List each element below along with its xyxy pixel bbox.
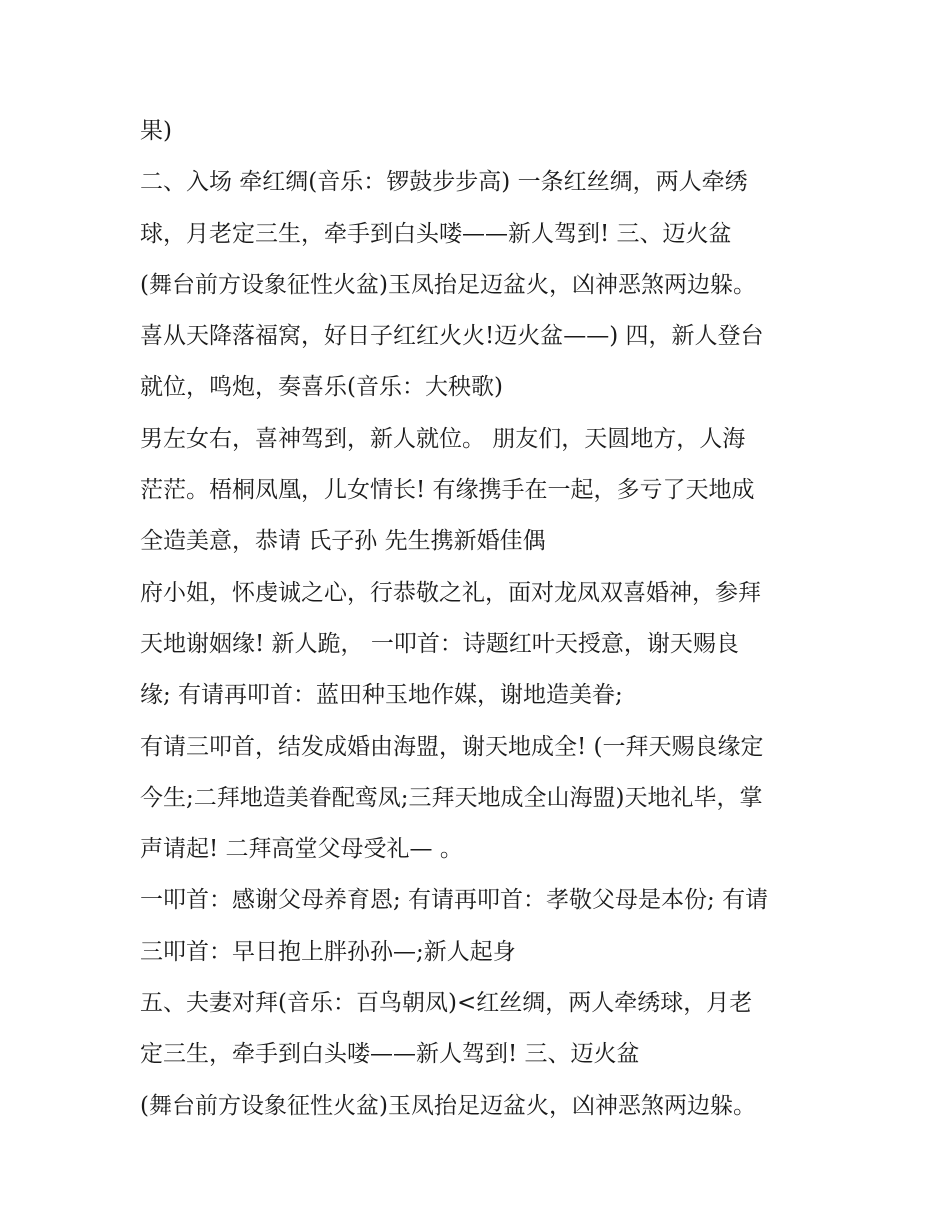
text-line: 男左女右，喜神驾到，新人就位。 朋友们，天圆地方，人海 [140,425,746,452]
text-line: 缘; 有请再叩首：蓝田种玉地作媒，谢地造美眷; [140,682,623,709]
text-line: 三叩首：早日抱上胖孙孙—;新人起身 [140,938,516,965]
text-line: (舞台前方设象征性火盆)玉凤抬足迈盆火，凶神恶煞两边躲。 [140,271,756,298]
text-line: 就位，鸣炮，奏喜乐(音乐：大秧歌) [140,374,503,401]
text-line: 茫茫。梧桐凤凰，儿女情长! 有缘携手在一起，多亏了天地成 [140,477,755,504]
body-text [140,106,820,1132]
text-line: 天地谢姻缘! 新人跪， 一叩首：诗题红叶天授意，谢天赐良 [140,630,739,657]
text-line: 喜从天降落福窝，好日子红红火火!迈火盆——) 四，新人登台 [140,323,764,350]
text-line: 今生;二拜地造美眷配鸾凤;三拜天地成全山海盟)天地礼毕，掌 [140,784,763,811]
text-line: 定三生，牵手到白头喽——新人驾到! 三、迈火盆 [140,1041,640,1068]
text-line: 果) [140,118,172,144]
text-line: 府小姐，怀虔诚之心，行恭敬之礼，面对龙凤双喜婚神，参拜 [140,579,761,606]
text-line: (舞台前方设象征性火盆)玉凤抬足迈盆火，凶神恶煞两边躲。 [140,1092,756,1119]
text-line: 有请三叩首，结发成婚由海盟，谢天地成全! (一拜天赐良缘定 [140,733,764,760]
text-line: 球，月老定三生，牵手到白头喽——新人驾到! 三、迈火盆 [140,220,732,247]
text-line: 一叩首：感谢父母养育恩; 有请再叩首：孝敬父母是本份; 有请 [140,887,769,914]
text-line: 声请起! 二拜高堂父母受礼— 。 [140,836,463,863]
text-line: 五、夫妻对拜(音乐：百鸟朝凤)<红丝绸，两人牵绣球，月老 [140,990,753,1017]
text-line: 全造美意，恭请 氏子孙 先生携新婚佳偶 [140,528,546,555]
text-line: 二、入场 牵红绸(音乐：锣鼓步步高) 一条红丝绸，两人牵绣 [140,169,748,196]
